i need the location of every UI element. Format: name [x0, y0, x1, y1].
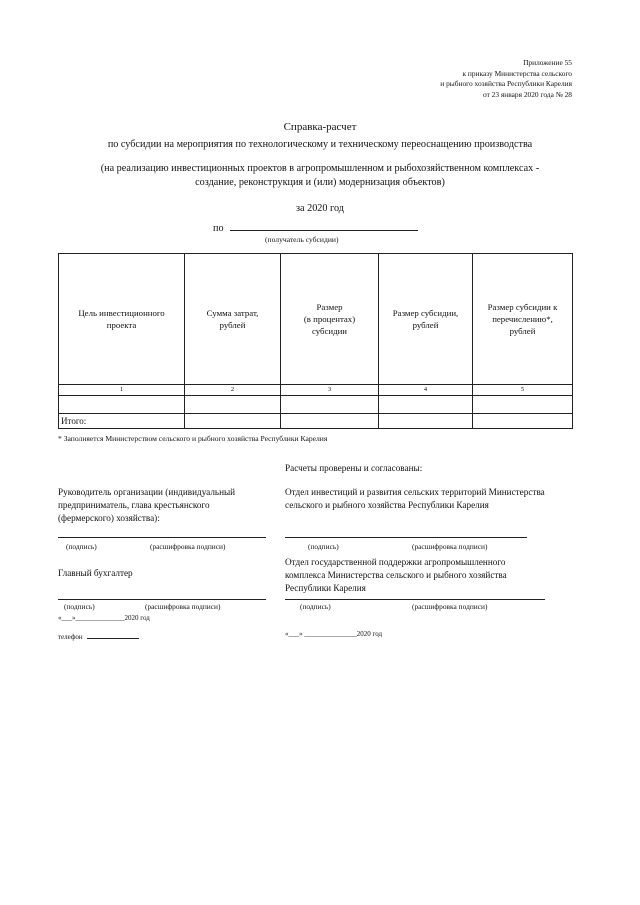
table-cell[interactable]	[473, 414, 573, 429]
appendix-line-2: к приказу Министерства сельского	[462, 68, 572, 78]
signature-line[interactable]	[58, 537, 266, 538]
phone-blank[interactable]	[87, 630, 139, 639]
table-cell[interactable]	[379, 414, 473, 429]
header-text: проекта	[106, 320, 137, 330]
table-header-row	[59, 254, 573, 385]
signature-caption: (подпись)	[300, 602, 331, 611]
po-label: по	[213, 223, 224, 234]
subtitle-2-line-2: создание, реконструкция и (или) модернизация объектов)	[195, 177, 445, 188]
header-text: Цель инвестиционного	[78, 308, 165, 318]
subsidy-table	[58, 253, 573, 429]
header-text: (в процентах)	[303, 314, 356, 324]
decoding-caption: (расшифровка подписи)	[150, 542, 226, 551]
appendix-line-1: Приложение 55	[523, 58, 572, 67]
chief-accountant: Главный бухгалтер	[58, 568, 133, 578]
phone-field	[58, 630, 139, 641]
table-cell[interactable]	[59, 396, 185, 414]
header-text: Размер	[316, 302, 343, 312]
subtitle-2-line-1: (на реализацию инвестиционных проектов в агропромышленном и рыбохозяйственном комплексах -	[100, 163, 540, 174]
column-number: 1	[59, 385, 185, 396]
dept1-line-2: сельского и рыбного хозяйства Республики Карелия	[285, 500, 489, 510]
signature-line[interactable]	[285, 537, 527, 538]
signature-caption: (подпись)	[66, 542, 97, 551]
decoding-caption: (расшифровка подписи)	[145, 602, 221, 611]
table-cell[interactable]	[281, 396, 379, 414]
dept1-line-1: Отдел инвестиций и развития сельских территорий Министерства	[285, 487, 545, 497]
column-number-row	[59, 385, 573, 396]
appendix-line-4: от 23 января 2020 года № 28	[482, 89, 572, 99]
document-title: Справка-расчет	[283, 121, 357, 133]
head-of-organization	[58, 486, 273, 525]
header-text: Сумма затрат,	[206, 308, 259, 318]
recipient-note: (получатель субсидии)	[265, 235, 339, 244]
column-number: 2	[185, 385, 281, 396]
total-row	[59, 414, 573, 429]
footnote: * Заполняется Министерством сельского и рыбного хозяйства Республики Карелия	[58, 434, 328, 443]
document-subtitle: по субсидии на мероприятия по технологическому и техническому переоснащению производства	[107, 139, 533, 150]
column-number: 4	[379, 385, 473, 396]
signature-caption: (подпись)	[308, 542, 339, 551]
recipient-blank[interactable]	[230, 220, 418, 231]
head-line-1: Руководитель организации (индивидуальный	[58, 487, 236, 497]
table-row	[59, 396, 573, 414]
table-cell[interactable]	[185, 414, 281, 429]
department-investments	[285, 486, 580, 512]
header-subsidy-percent	[281, 254, 379, 385]
appendix-block	[312, 58, 572, 100]
checked-note: Расчеты проверены и согласованы:	[285, 463, 423, 473]
appendix-line-3: и рыбного хозяйства Республики Карелия	[440, 79, 572, 88]
date-left: «___»______________2020 год	[58, 614, 150, 622]
header-text: Размер субсидии к	[487, 302, 558, 312]
decoding-caption: (расшифровка подписи)	[412, 542, 488, 551]
column-number: 5	[473, 385, 573, 396]
header-text: рублей	[412, 320, 439, 330]
dept2-line-2: комплекса Министерства сельского и рыбного хозяйства	[285, 570, 507, 580]
header-costs	[185, 254, 281, 385]
header-subsidy-amount	[379, 254, 473, 385]
decoding-caption: (расшифровка подписи)	[412, 602, 488, 611]
header-text: Размер субсидии,	[392, 308, 459, 318]
signature-caption: (подпись)	[64, 602, 95, 611]
header-text: перечислению*,	[492, 314, 553, 324]
dept2-line-3: Республики Карелия	[285, 583, 366, 593]
header-subsidy-transfer	[473, 254, 573, 385]
signature-line[interactable]	[58, 599, 266, 600]
document-subtitle-2	[0, 162, 640, 190]
head-line-3: (фермерского) хозяйства):	[58, 513, 160, 523]
column-number: 3	[281, 385, 379, 396]
header-text: рублей	[509, 326, 536, 336]
table-cell[interactable]	[281, 414, 379, 429]
total-label: Итого:	[59, 414, 185, 429]
table-cell[interactable]	[473, 396, 573, 414]
table-cell[interactable]	[185, 396, 281, 414]
phone-label: телефон	[58, 633, 83, 641]
report-year: за 2020 год	[296, 203, 344, 214]
signature-line[interactable]	[285, 599, 545, 600]
header-text: субсидии	[311, 326, 348, 336]
dept2-line-1: Отдел государственной поддержки агропромышленного	[285, 557, 506, 567]
header-text: рублей	[219, 320, 246, 330]
head-line-2: предприниматель, глава крестьянского	[58, 500, 210, 510]
department-support	[285, 556, 580, 595]
header-investment-goal	[59, 254, 185, 385]
date-right: «___» _______________2020 год	[285, 630, 383, 638]
table-cell[interactable]	[379, 396, 473, 414]
recipient-line	[213, 220, 418, 234]
